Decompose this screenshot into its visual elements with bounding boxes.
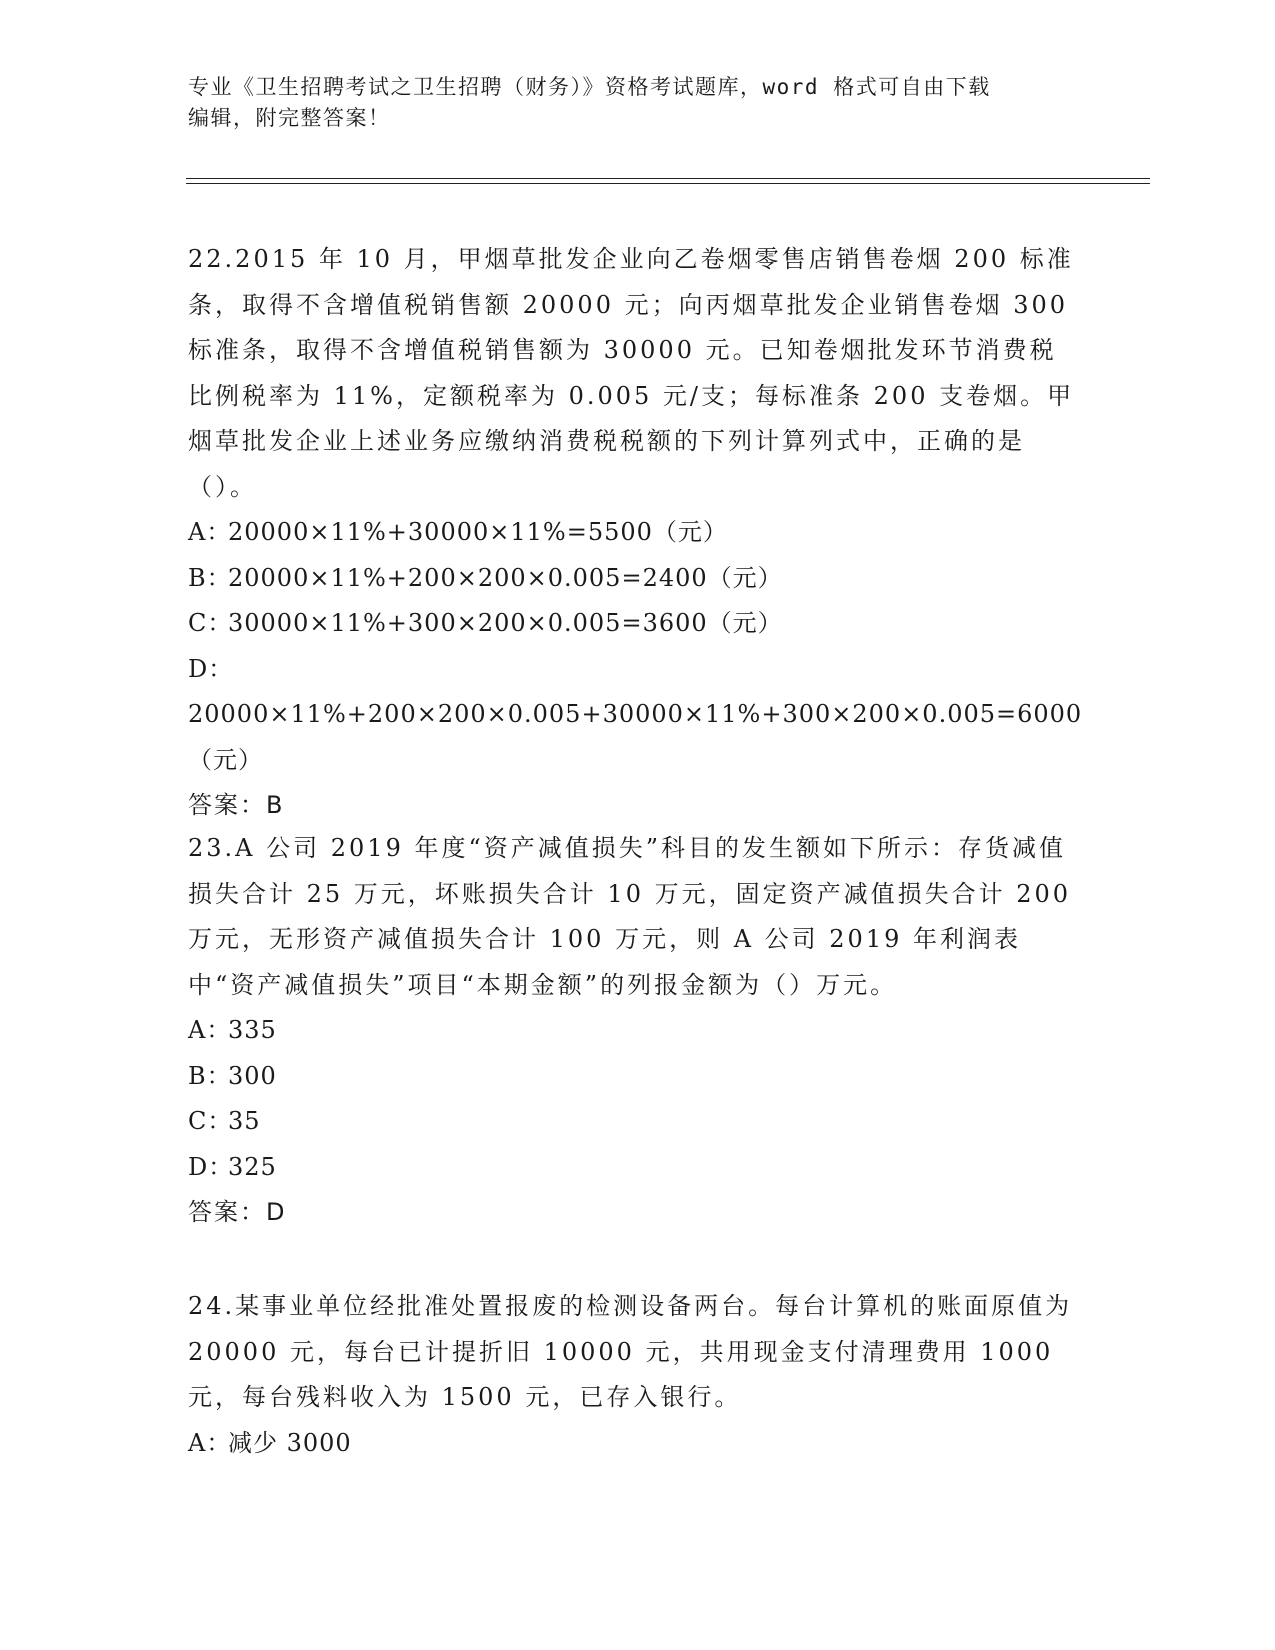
answer-label: 答案：B [188,791,285,819]
question-stem: 23.A 公司 2019 年度“资产减值损失”科目的发生额如下所示：存货减值损失合计 25 万元，坏账损失合计 10 万元，固定资产减值损失合计 200 万元，无形资产减值损失合计 100 万元，则 A 公司 2019 年利润表中“资产减值损失”项目“本期金额”的列报金额为（）万元。 [188,834,1072,999]
option-key: A： [188,1428,232,1457]
option-d [188,1145,1078,1191]
question-22 [188,237,1083,829]
option-text: 335 [228,1016,277,1044]
header-line-2: 编辑，附完整答案！ [188,106,391,130]
option-text: 20000×11%+30000×11%=5500（元） [228,518,728,546]
option-a [188,1008,1078,1054]
option-key: B： [188,1061,232,1090]
document-header [188,72,1088,134]
header-line-1: 专业《卫生招聘考试之卫生招聘（财务）》资格考试题库，word 格式可自由下载 [188,75,991,99]
option-text: 30000×11%+300×200×0.005=3600（元） [228,609,783,637]
option-key: C： [188,609,233,637]
option-c [188,1099,1078,1145]
option-key: D： [188,654,234,683]
option-d [188,647,1083,784]
question-24 [188,1284,1078,1466]
option-text: 减少 3000 [228,1428,352,1457]
header-divider-bottom [186,183,1150,184]
option-a [188,510,1078,556]
option-key: D： [188,1152,234,1181]
option-text: 300 [228,1061,277,1090]
question-stem: 24.某事业单位经批准处置报废的检测设备两台。每台计算机的账面原值为 20000 元，每台已计提折旧 10000 元，共用现金支付清理费用 1000 元，每台残料收入为 1500 元，已存入银行。 [188,1292,1073,1411]
option-key: C： [188,1107,233,1135]
question-stem: 22.2015 年 10 月，甲烟草批发企业向乙卷烟零售店销售卷烟 200 标准条，取得不含增值税销售额 20000 元；向丙烟草批发企业销售卷烟 300 标准条，取得不含增值税销售额为 30000 元。已知卷烟批发环节消费税比例税率为 11%，定额税率为 0.005 元/支；每标准条 200 支卷烟。甲烟草批发企业上述业务应缴纳消费税税额的下列计算列式中，正确的是（）。 [188,245,1075,501]
header-divider-top [186,178,1150,179]
option-key: A： [188,1016,232,1044]
option-b [188,556,1078,602]
option-text: 20000×11%+200×200×0.005+30000×11%+300×200×0.005=6000（元） [188,700,1083,774]
option-a [188,1421,1078,1467]
option-key: B： [188,563,232,592]
option-c [188,601,1078,647]
option-key: A： [188,518,232,546]
option-text: 325 [228,1152,277,1181]
answer-label: 答案：D [188,1198,287,1226]
option-text: 35 [228,1107,261,1135]
option-b [188,1054,1078,1100]
question-23 [188,826,1078,1236]
option-text: 20000×11%+200×200×0.005=2400（元） [228,563,783,592]
